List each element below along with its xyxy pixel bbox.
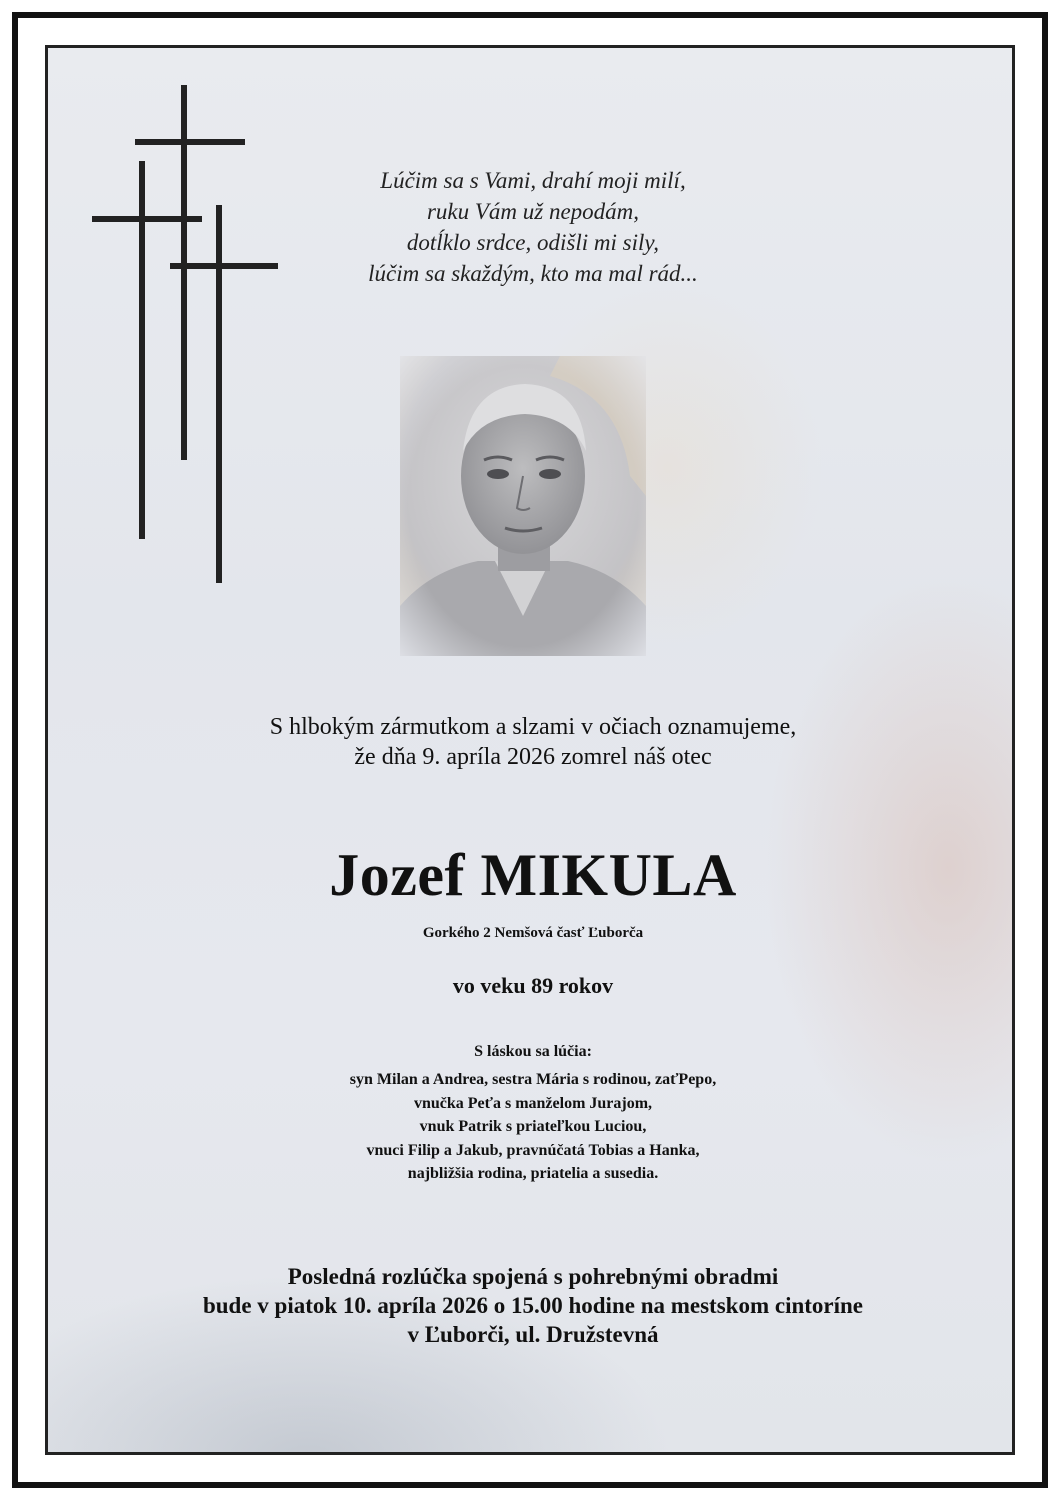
deceased-name: Jozef MIKULA (329, 842, 737, 908)
poem (48, 165, 1015, 289)
portrait-photo (400, 356, 646, 656)
poem-line: dotĺklo srdce, odišli mi sily, (406, 230, 660, 255)
portrait-illustration (400, 356, 646, 656)
announcement (48, 712, 1015, 772)
announcement-line: že dňa 9. apríla 2026 zomrel náš otec (354, 744, 712, 770)
mourners-line: syn Milan a Andrea, sestra Mária s rodinou, zaťPepo, (349, 1071, 717, 1088)
funeral-line: v Ľuborči, ul. Družstevná (407, 1322, 659, 1347)
mourners-list (48, 1068, 1015, 1186)
mourners-line: vnuk Patrik s priateľkou Luciou, (419, 1118, 647, 1135)
poem-line: ruku Vám už nepodám, (426, 199, 640, 224)
announcement-line: S hlbokým zármutkom a slzami v očiach oznamujeme, (269, 714, 797, 740)
mourners-line: najbližšia rodina, priatelia a susedia. (407, 1165, 659, 1182)
deceased-age: vo veku 89 rokov (452, 973, 614, 998)
three-crosses-icon (88, 83, 288, 603)
funeral-line: bude v piatok 10. apríla 2026 o 15.00 hodine na mestskom cintoríne (202, 1293, 864, 1318)
funeral-info (48, 1262, 1015, 1349)
mourners-line: vnuci Filip a Jakub, pravnúčatá Tobias a Hanka, (366, 1141, 700, 1159)
mourners-title: S láskou sa lúčia: (474, 1043, 592, 1060)
deceased-address: Gorkého 2 Nemšová časť Ľuborča (422, 925, 644, 941)
poem-line: Lúčim sa s Vami, drahí moji milí, (380, 168, 686, 193)
poem-line: lúčim sa skaždým, kto ma mal rád... (368, 261, 698, 286)
mourners-line: vnučka Peťa s manželom Jurajom, (413, 1094, 653, 1112)
funeral-line: Posledná rozlúčka spojená s pohrebnými obradmi (287, 1264, 779, 1289)
obituary-card (45, 45, 1015, 1455)
